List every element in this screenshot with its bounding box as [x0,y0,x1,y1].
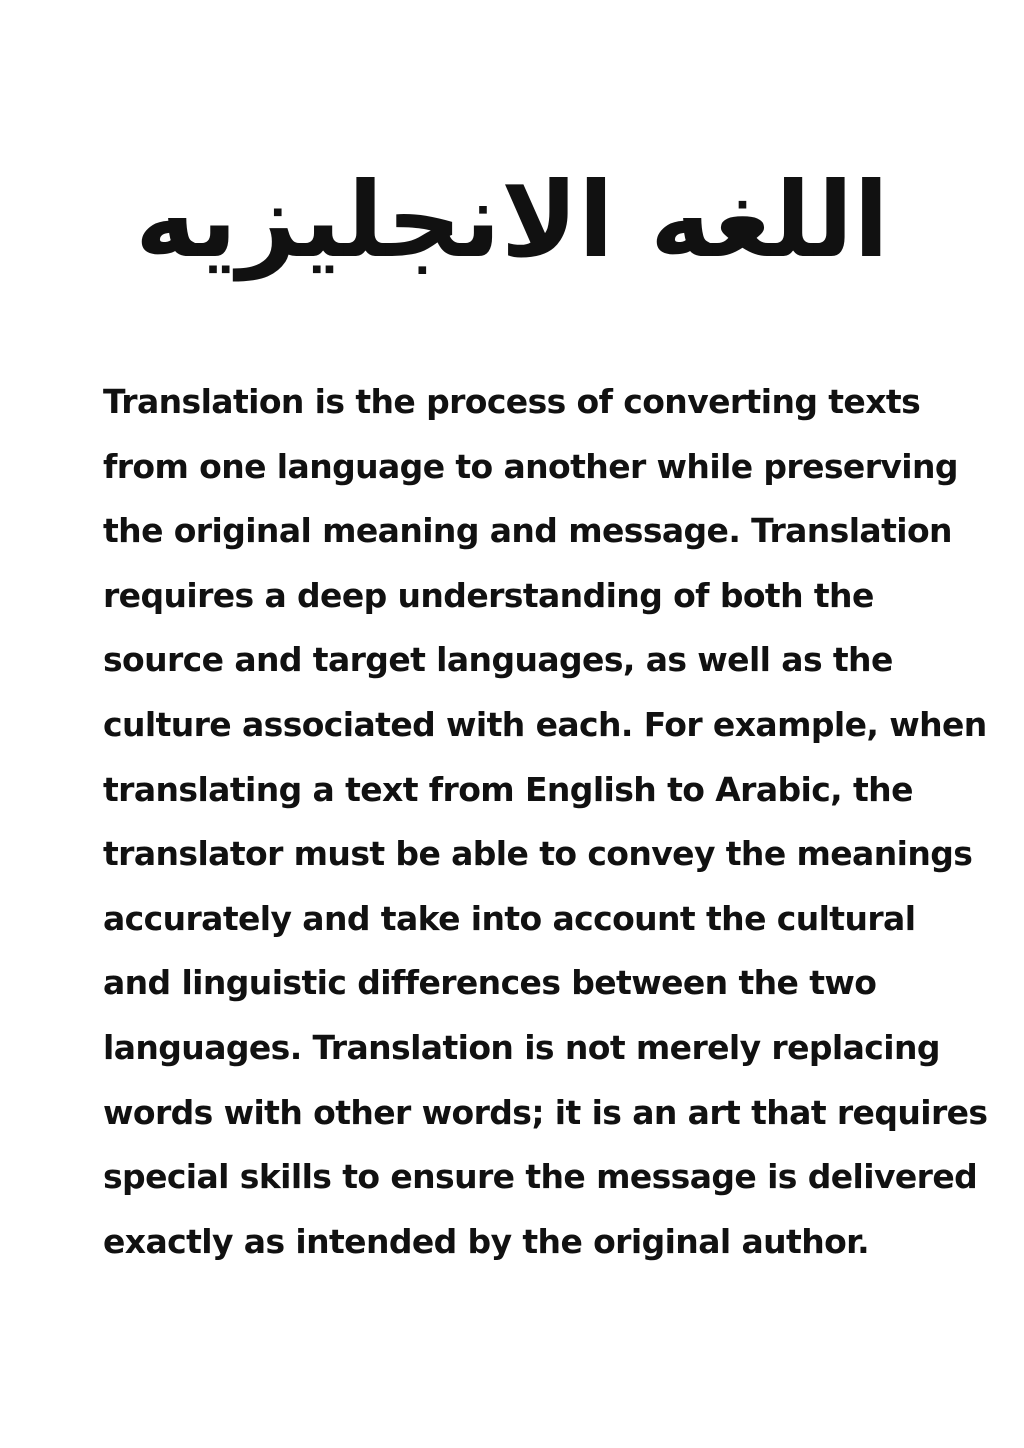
page-title: اللغه الانجليزيه [135,159,889,281]
body-paragraph: Translation is the process of converting texts from one language to another while preserving the original meaning and message. Translation requires a deep understanding of both the source and target languages, as well as the culture associated with each. For example, when translating a text from English to Arabic, the translator must be able to convey the meanings accurately and take into account the cultural and linguistic differences between the two languages. Translation is not merely replacing words with other words; it is an art that requires special skills to ensure the message is delivered exactly as intended by the original author. [103,382,988,1261]
